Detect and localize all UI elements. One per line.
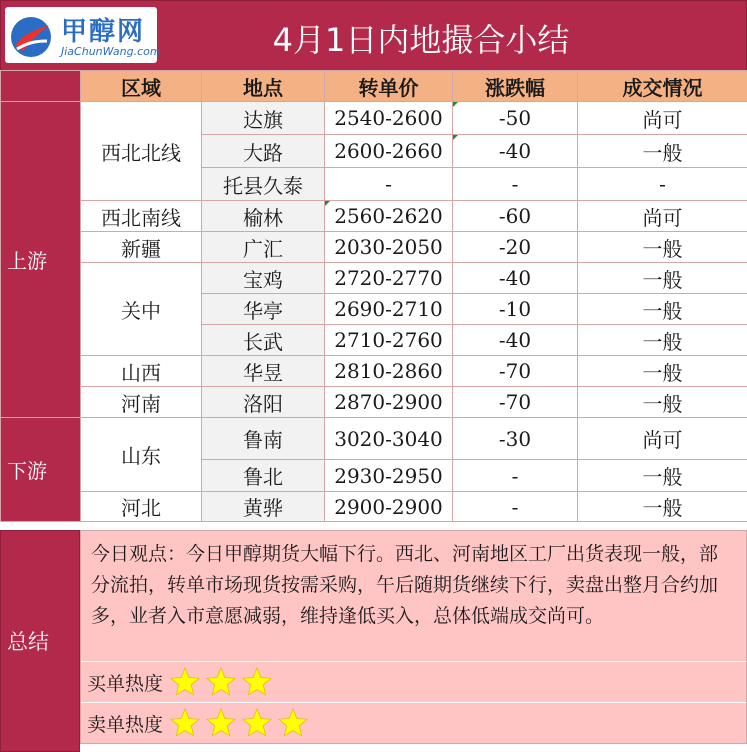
status-cell: 一般 [578,356,747,387]
status-cell: 一般 [578,232,747,263]
change-cell: -40 [453,325,578,356]
table-row [1,492,747,522]
logo-en-text: JiaChunWang.com [61,45,161,58]
price-cell: 2900-2900 [325,492,453,522]
change-cell: -60 [453,201,578,232]
sell-heat-stars [169,707,313,739]
price-table [0,70,747,522]
region-cell: 河南 [81,387,202,418]
price-cell: 2540-2600 [325,102,453,135]
header-change: 涨跌幅 [453,71,578,102]
sell-heat-row [81,702,746,743]
section-downstream: 下游 [1,418,81,522]
change-cell: - [453,460,578,492]
place-cell: 达旗 [202,102,325,135]
table-row [1,102,747,135]
price-cell: 3020-3040 [325,418,453,460]
region-cell: 河北 [81,492,202,522]
status-cell: 一般 [578,325,747,356]
header-status: 成交情况 [578,71,747,102]
price-cell: 2030-2050 [325,232,453,263]
price-cell: - [325,168,453,201]
site-logo[interactable] [5,7,161,63]
place-cell: 榆林 [202,201,325,232]
star-icon [277,707,309,739]
price-cell: 2710-2760 [325,325,453,356]
change-cell: -70 [453,356,578,387]
title-bar [0,0,747,72]
summary-text: 今日观点：今日甲醇期货大幅下行。西北、河南地区工厂出货表现一般，部分流拍，转单市场现货按需采购，午后随期货继续下行，卖盘出整月合约加多，业者入市意愿减弱，维持逢低买入，总体低端成交尚可。 [91,543,719,627]
change-cell: -40 [453,263,578,294]
place-cell: 鲁北 [202,460,325,492]
place-cell: 鲁南 [202,418,325,460]
price-cell: 2600-2660 [325,135,453,168]
change-cell: -50 [453,102,578,135]
star-icon [205,707,237,739]
star-icon [169,707,201,739]
table-row [1,263,747,294]
region-cell: 西北南线 [81,201,202,232]
change-cell: -20 [453,232,578,263]
table-header-row [1,71,747,102]
section-upstream: 上游 [1,102,81,418]
star-icon [205,666,237,698]
place-cell: 宝鸡 [202,263,325,294]
change-cell: -30 [453,418,578,460]
change-cell: -10 [453,294,578,325]
table-row [1,387,747,418]
status-cell: 一般 [578,263,747,294]
status-cell: 一般 [578,294,747,325]
header-place: 地点 [202,71,325,102]
price-cell: 2690-2710 [325,294,453,325]
status-cell: 一般 [578,460,747,492]
status-cell: - [578,168,747,201]
header-blank-cell [1,71,81,102]
logo-swoosh-icon [9,15,53,59]
page-title: 4月1日内地撮合小结 [272,21,570,59]
buy-heat-label: 买单热度 [87,672,164,695]
star-icon [241,707,273,739]
region-cell: 山东 [81,418,202,492]
status-cell: 尚可 [578,201,747,232]
place-cell: 长武 [202,325,325,356]
header-price: 转单价 [325,71,453,102]
change-cell: - [453,492,578,522]
status-cell: 尚可 [578,418,747,460]
place-cell: 华昱 [202,356,325,387]
status-cell: 一般 [578,387,747,418]
logo-cn-text: 甲醇网 [61,17,146,47]
status-cell: 一般 [578,135,747,168]
status-cell: 尚可 [578,102,747,135]
table-row [1,232,747,263]
region-cell: 关中 [81,263,202,356]
buy-heat-row [81,661,746,702]
price-cell: 2810-2860 [325,356,453,387]
place-cell: 黄骅 [202,492,325,522]
place-cell: 广汇 [202,232,325,263]
place-cell: 洛阳 [202,387,325,418]
sell-heat-label: 卖单热度 [87,713,164,736]
star-icon [169,666,201,698]
region-cell: 西北北线 [81,102,202,201]
buy-heat-stars [169,666,277,698]
table-row [1,356,747,387]
table-row [1,418,747,460]
region-cell: 山西 [81,356,202,387]
section-summary: 总结 [0,530,80,752]
place-cell: 华亭 [202,294,325,325]
change-cell: -40 [453,135,578,168]
price-cell: 2720-2770 [325,263,453,294]
price-cell: 2930-2950 [325,460,453,492]
table-row [1,201,747,232]
change-cell: - [453,168,578,201]
price-cell: 2870-2900 [325,387,453,418]
status-cell: 一般 [578,492,747,522]
price-cell: 2560-2620 [325,201,453,232]
summary-panel [80,530,747,744]
change-cell: -70 [453,387,578,418]
region-cell: 新疆 [81,232,202,263]
star-icon [241,666,273,698]
place-cell: 托县久泰 [202,168,325,201]
header-region: 区域 [81,71,202,102]
place-cell: 大路 [202,135,325,168]
